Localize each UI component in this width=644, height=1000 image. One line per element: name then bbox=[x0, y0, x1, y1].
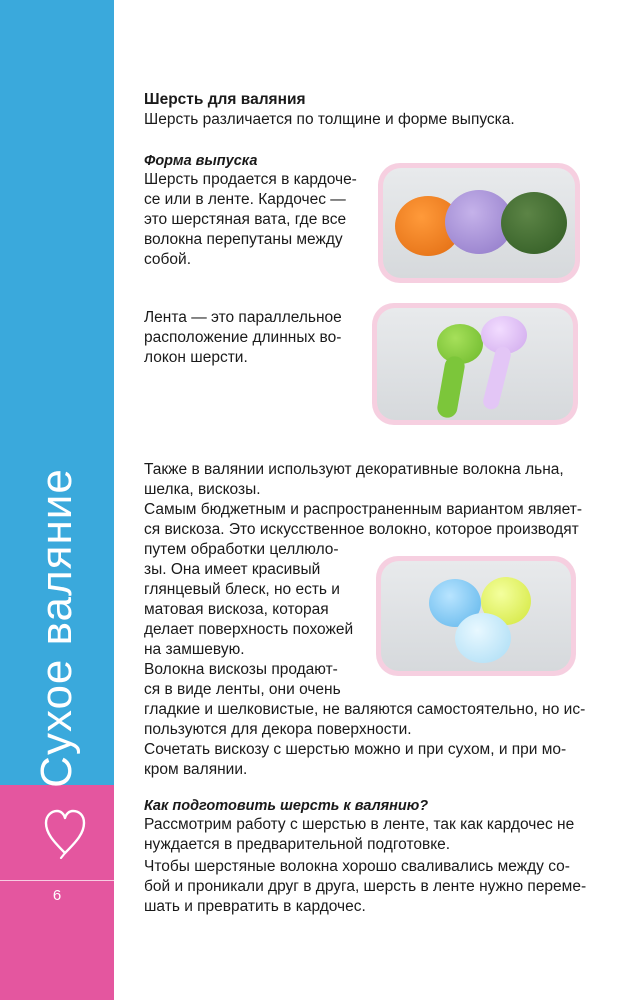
text-line: шелка, вискозы. bbox=[144, 481, 261, 498]
text-line: расположение длинных во- bbox=[144, 329, 342, 346]
intro-text: Шерсть различается по толщине и форме выпуска. bbox=[144, 111, 515, 128]
page-number: 6 bbox=[52, 887, 62, 904]
text-line: ся вискоза. Это искусственное волокно, которое производят bbox=[144, 521, 579, 538]
text-line: Рассмотрим работу с шерстью в ленте, так как кардочес не bbox=[144, 816, 575, 833]
section-heading-wool: Шерсть для валяния bbox=[144, 91, 306, 108]
text-line: Сочетать вискозу с шерстью можно и при сухом, и при мо- bbox=[144, 741, 567, 758]
text-line: гладкие и шелковистые, не валяются самостоятельно, но ис- bbox=[144, 701, 586, 718]
text-line: делает поверхность похожей bbox=[144, 621, 354, 638]
text-line: локон шерсти. bbox=[144, 349, 248, 366]
text-line: Лента — это параллельное bbox=[144, 309, 342, 326]
text-line: Волокна вискозы продают- bbox=[144, 661, 338, 678]
text-line: это шерстяная вата, где все bbox=[144, 211, 347, 228]
photo-wool-ribbon bbox=[372, 303, 578, 425]
text-line: пользуются для декора поверхности. bbox=[144, 721, 412, 738]
text-line: Шерсть продается в кардоче- bbox=[144, 171, 357, 188]
photo-viscose bbox=[376, 556, 576, 676]
text-line: Чтобы шерстяные волокна хорошо сваливались между со- bbox=[144, 858, 570, 875]
sidebar-divider bbox=[0, 880, 114, 881]
text-line: зы. Она имеет красивый bbox=[144, 561, 321, 578]
text-line: путем обработки целлюло- bbox=[144, 541, 339, 558]
text-line: матовая вискоза, которая bbox=[144, 601, 329, 618]
text-line: нуждается в предварительной подготовке. bbox=[144, 836, 451, 853]
text-line: собой. bbox=[144, 251, 192, 268]
text-line: волокна перепутаны между bbox=[144, 231, 343, 248]
text-line: глянцевый блеск, но есть и bbox=[144, 581, 340, 598]
text-line: ся в виде ленты, они очень bbox=[144, 681, 341, 698]
chapter-title: Сухое валяние bbox=[32, 468, 81, 788]
text-line: шать и превратить в кардочес. bbox=[144, 898, 366, 915]
photo-carded-wool bbox=[378, 163, 580, 283]
heart-icon bbox=[43, 807, 87, 859]
text-line: се или в ленте. Кардочес — bbox=[144, 191, 346, 208]
subheading-form: Форма выпуска bbox=[144, 153, 258, 169]
text-line: кром валянии. bbox=[144, 761, 248, 778]
text-line: Также в валянии используют декоративные волокна льна, bbox=[144, 461, 564, 478]
text-line: Самым бюджетным и распространенным вариантом являет- bbox=[144, 501, 582, 518]
text-line: на замшевую. bbox=[144, 641, 245, 658]
subheading-prepare: Как подготовить шерсть к валянию? bbox=[144, 798, 429, 814]
text-line: бой и проникали друг в друга, шерсть в ленте нужно переме- bbox=[144, 878, 587, 895]
